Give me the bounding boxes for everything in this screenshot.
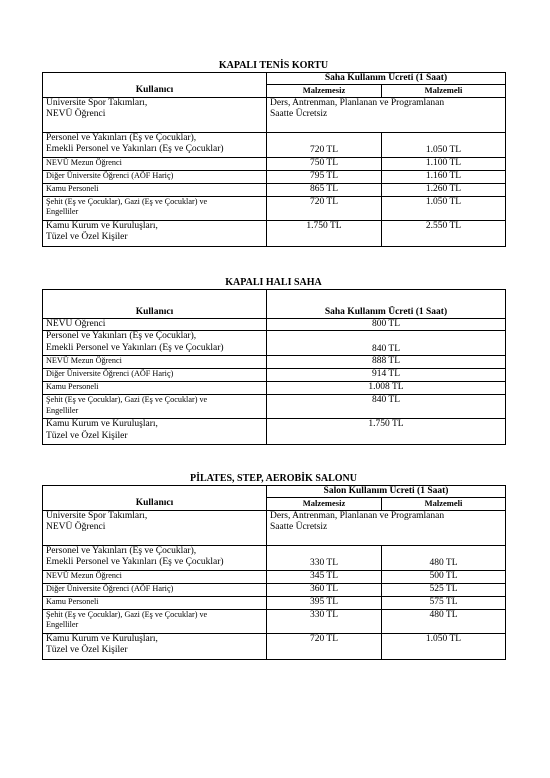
tennis-header-fee: Saha Kullanım Ücreti (1 Saat) bbox=[267, 73, 506, 85]
user-cell: Şehit (Eş ve Çocuklar), Gazi (Eş ve Çocuklar) ve Engelliler bbox=[43, 609, 267, 633]
fee-with-equipment: 1.050 TL bbox=[382, 132, 506, 157]
table-row bbox=[43, 369, 506, 382]
carpet-fee-table bbox=[42, 289, 506, 445]
table-row bbox=[43, 570, 506, 583]
carpet-header-user: Kullanıcı bbox=[43, 290, 267, 319]
user-cell: Kamu Kurum ve Kuruluşları, Tüzel ve Özel Kişiler bbox=[43, 633, 267, 659]
user-cell: Diğer Üniversite Öğrenci (AÖF Hariç) bbox=[43, 369, 267, 382]
fee-with-equipment: 575 TL bbox=[382, 596, 506, 609]
fee-no-equipment: 330 TL bbox=[267, 545, 382, 570]
user-cell: NEVÜ Mezun Öğrenci bbox=[43, 570, 267, 583]
fee-no-equipment: 330 TL bbox=[267, 609, 382, 633]
pilates-header-no-equipment: Malzemesiz bbox=[267, 498, 382, 510]
pilates-fee-table bbox=[42, 485, 506, 660]
user-cell: Kamu Kurum ve Kuruluşları, Tüzel ve Özel Kişiler bbox=[43, 220, 267, 246]
user-cell: Kamu Personeli bbox=[43, 382, 267, 395]
table-row bbox=[43, 633, 506, 659]
user-cell: NEVÜ Mezun Öğrenci bbox=[43, 356, 267, 369]
fee-with-equipment: 1.160 TL bbox=[382, 170, 506, 183]
table-row bbox=[43, 319, 506, 331]
fee-cell: 888 TL bbox=[267, 356, 506, 369]
fee-with-equipment: 1.260 TL bbox=[382, 183, 506, 196]
table-row bbox=[43, 132, 506, 157]
fee-no-equipment: 360 TL bbox=[267, 583, 382, 596]
fee-no-equipment: 1.750 TL bbox=[267, 220, 382, 246]
user-cell: Üniversite Spor Takımları, NEVÜ Öğrenci bbox=[43, 510, 267, 545]
free-note-cell: Ders, Antrenman, Planlanan ve Programlanan Saatte Ücretsiz bbox=[267, 510, 506, 545]
tennis-header-with-equipment: Malzemeli bbox=[382, 85, 506, 97]
table-row bbox=[43, 382, 506, 395]
fee-no-equipment: 395 TL bbox=[267, 596, 382, 609]
user-cell: Kamu Personeli bbox=[43, 183, 267, 196]
user-cell: Şehit (Eş ve Çocuklar), Gazi (Eş ve Çocuklar) ve Engelliler bbox=[43, 395, 267, 419]
fee-with-equipment: 525 TL bbox=[382, 583, 506, 596]
fee-with-equipment: 480 TL bbox=[382, 609, 506, 633]
fee-with-equipment: 1.050 TL bbox=[382, 196, 506, 220]
carpet-header-fee: Saha Kullanım Ücreti (1 Saat) bbox=[267, 290, 506, 319]
tennis-fee-table bbox=[42, 72, 506, 247]
fee-with-equipment: 480 TL bbox=[382, 545, 506, 570]
user-cell: Kamu Personeli bbox=[43, 596, 267, 609]
fee-with-equipment: 1.100 TL bbox=[382, 157, 506, 170]
table-row bbox=[43, 97, 506, 132]
table-row bbox=[43, 356, 506, 369]
fee-no-equipment: 720 TL bbox=[267, 633, 382, 659]
table-row bbox=[43, 331, 506, 356]
fee-no-equipment: 750 TL bbox=[267, 157, 382, 170]
user-cell: Personel ve Yakınları (Eş ve Çocuklar), Emekli Personel ve Yakınları (Eş ve Çocuklar) bbox=[43, 331, 267, 356]
pilates-title: PİLATES, STEP, AEROBİK SALONU bbox=[190, 473, 357, 484]
fee-no-equipment: 865 TL bbox=[267, 183, 382, 196]
table-row bbox=[43, 183, 506, 196]
user-cell: NEVÜ Öğrenci bbox=[43, 319, 267, 331]
table-row bbox=[43, 220, 506, 246]
table-row bbox=[43, 545, 506, 570]
user-cell: Diğer Üniversite Öğrenci (AÖF Hariç) bbox=[43, 583, 267, 596]
fee-cell: 840 TL bbox=[267, 331, 506, 356]
table-row bbox=[43, 419, 506, 445]
pilates-header-with-equipment: Malzemeli bbox=[382, 498, 506, 510]
table-row bbox=[43, 196, 506, 220]
table-row bbox=[43, 157, 506, 170]
tennis-header-user: Kullanıcı bbox=[43, 73, 267, 98]
user-cell: Personel ve Yakınları (Eş ve Çocuklar), Emekli Personel ve Yakınları (Eş ve Çocuklar) bbox=[43, 545, 267, 570]
fee-cell: 1.750 TL bbox=[267, 419, 506, 445]
fee-no-equipment: 720 TL bbox=[267, 196, 382, 220]
pilates-header-fee: Salon Kullanım Ücreti (1 Saat) bbox=[267, 486, 506, 498]
fee-with-equipment: 1.050 TL bbox=[382, 633, 506, 659]
user-cell: Kamu Kurum ve Kuruluşları, Tüzel ve Özel Kişiler bbox=[43, 419, 267, 445]
fee-cell: 914 TL bbox=[267, 369, 506, 382]
user-cell: Personel ve Yakınları (Eş ve Çocuklar), Emekli Personel ve Yakınları (Eş ve Çocuklar) bbox=[43, 132, 267, 157]
user-cell: NEVÜ Mezun Öğrenci bbox=[43, 157, 267, 170]
user-cell: Diğer Üniversite Öğrenci (AÖF Hariç) bbox=[43, 170, 267, 183]
pilates-header-user: Kullanıcı bbox=[43, 486, 267, 511]
fee-cell: 840 TL bbox=[267, 395, 506, 419]
tennis-title: KAPALI TENİS KORTU bbox=[218, 60, 329, 71]
table-row bbox=[43, 510, 506, 545]
fee-with-equipment: 2.550 TL bbox=[382, 220, 506, 246]
fee-cell: 1.008 TL bbox=[267, 382, 506, 395]
carpet-title: KAPALI HALI SAHA bbox=[225, 277, 322, 288]
fee-with-equipment: 500 TL bbox=[382, 570, 506, 583]
fee-no-equipment: 345 TL bbox=[267, 570, 382, 583]
fee-cell: 800 TL bbox=[267, 319, 506, 331]
tennis-header-no-equipment: Malzemesiz bbox=[267, 85, 382, 97]
table-row bbox=[43, 395, 506, 419]
user-cell: Şehit (Eş ve Çocuklar), Gazi (Eş ve Çocuklar) ve Engelliler bbox=[43, 196, 267, 220]
table-row bbox=[43, 596, 506, 609]
table-row bbox=[43, 583, 506, 596]
table-row bbox=[43, 609, 506, 633]
fee-no-equipment: 795 TL bbox=[267, 170, 382, 183]
fee-no-equipment: 720 TL bbox=[267, 132, 382, 157]
free-note-cell: Ders, Antrenman, Planlanan ve Programlanan Saatte Ücretsiz bbox=[267, 97, 506, 132]
table-row bbox=[43, 170, 506, 183]
user-cell: Üniversite Spor Takımları, NEVÜ Öğrenci bbox=[43, 97, 267, 132]
